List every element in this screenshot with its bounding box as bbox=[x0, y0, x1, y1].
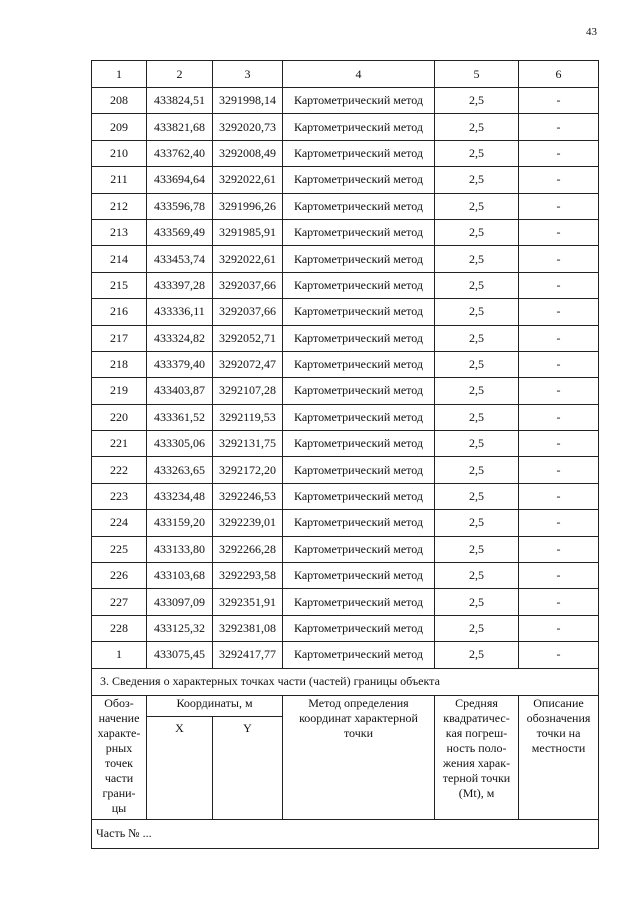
table-row bbox=[92, 404, 599, 430]
method-header-line: точки bbox=[343, 725, 374, 740]
method-cell: Картометрический метод bbox=[283, 167, 435, 193]
description-cell: - bbox=[519, 140, 599, 166]
designation-header bbox=[92, 695, 147, 819]
accuracy-cell: 2,5 bbox=[435, 246, 519, 272]
accuracy-cell: 2,5 bbox=[435, 536, 519, 562]
column-number: 3 bbox=[213, 61, 283, 88]
x-coordinate-cell: 433133,80 bbox=[147, 536, 213, 562]
method-cell: Картометрический метод bbox=[283, 325, 435, 351]
designation-header-line: начение bbox=[98, 710, 140, 725]
description-cell: - bbox=[519, 378, 599, 404]
description-cell: - bbox=[519, 431, 599, 457]
column-number: 6 bbox=[519, 61, 599, 88]
x-coordinate-cell: 433824,51 bbox=[147, 88, 213, 114]
table-row bbox=[92, 88, 599, 114]
description-cell: - bbox=[519, 404, 599, 430]
point-number-cell: 215 bbox=[92, 272, 147, 298]
accuracy-cell: 2,5 bbox=[435, 457, 519, 483]
method-cell: Картометрический метод bbox=[283, 299, 435, 325]
x-coordinate-cell: 433097,09 bbox=[147, 589, 213, 615]
accuracy-cell: 2,5 bbox=[435, 272, 519, 298]
y-coordinate-cell: 3292052,71 bbox=[213, 325, 283, 351]
y-coordinate-cell: 3292020,73 bbox=[213, 114, 283, 140]
description-cell: - bbox=[519, 510, 599, 536]
method-cell: Картометрический метод bbox=[283, 351, 435, 377]
x-coordinate-cell: 433694,64 bbox=[147, 167, 213, 193]
table-row bbox=[92, 563, 599, 589]
coordinates-table bbox=[91, 60, 599, 849]
x-coordinate-cell: 433103,68 bbox=[147, 563, 213, 589]
point-number-cell: 212 bbox=[92, 193, 147, 219]
table-row bbox=[92, 325, 599, 351]
description-cell: - bbox=[519, 483, 599, 509]
method-cell: Картометрический метод bbox=[283, 642, 435, 668]
y-coordinate-cell: 3292022,61 bbox=[213, 167, 283, 193]
method-cell: Картометрический метод bbox=[283, 272, 435, 298]
table-row bbox=[92, 378, 599, 404]
y-coordinate-cell: 3291985,91 bbox=[213, 219, 283, 245]
x-coordinate-cell: 433234,48 bbox=[147, 483, 213, 509]
accuracy-cell: 2,5 bbox=[435, 140, 519, 166]
accuracy-cell: 2,5 bbox=[435, 589, 519, 615]
accuracy-header-line: кая погреш- bbox=[445, 725, 508, 740]
accuracy-cell: 2,5 bbox=[435, 219, 519, 245]
column-number: 1 bbox=[92, 61, 147, 88]
column-number: 5 bbox=[435, 61, 519, 88]
method-header bbox=[283, 695, 435, 819]
point-number-cell: 223 bbox=[92, 483, 147, 509]
table-row bbox=[92, 272, 599, 298]
column-number: 2 bbox=[147, 61, 213, 88]
accuracy-cell: 2,5 bbox=[435, 510, 519, 536]
designation-header-line: части bbox=[104, 770, 134, 785]
table-row bbox=[92, 351, 599, 377]
point-number-cell: 210 bbox=[92, 140, 147, 166]
description-cell: - bbox=[519, 88, 599, 114]
table-row bbox=[92, 483, 599, 509]
x-coordinate-cell: 433453,74 bbox=[147, 246, 213, 272]
table-row bbox=[92, 246, 599, 272]
method-cell: Картометрический метод bbox=[283, 510, 435, 536]
point-number-cell: 227 bbox=[92, 589, 147, 615]
accuracy-cell: 2,5 bbox=[435, 404, 519, 430]
x-coordinate-cell: 433324,82 bbox=[147, 325, 213, 351]
y-coordinate-cell: 3292037,66 bbox=[213, 299, 283, 325]
x-coordinate-cell: 433305,06 bbox=[147, 431, 213, 457]
accuracy-cell: 2,5 bbox=[435, 114, 519, 140]
method-cell: Картометрический метод bbox=[283, 140, 435, 166]
accuracy-cell: 2,5 bbox=[435, 167, 519, 193]
description-header-line: точки на bbox=[536, 725, 581, 740]
description-header-line: обозначения bbox=[526, 710, 591, 725]
point-number-cell: 225 bbox=[92, 536, 147, 562]
table-row bbox=[92, 431, 599, 457]
y-coordinate-cell: 3292381,08 bbox=[213, 615, 283, 641]
point-number-cell: 224 bbox=[92, 510, 147, 536]
point-number-cell: 211 bbox=[92, 167, 147, 193]
y-coordinate-cell: 3292417,77 bbox=[213, 642, 283, 668]
column-number-row bbox=[92, 61, 599, 88]
part-label: Часть № ... bbox=[92, 819, 599, 848]
y-coordinate-cell: 3291996,26 bbox=[213, 193, 283, 219]
table-row bbox=[92, 140, 599, 166]
designation-header-line: рных bbox=[105, 740, 133, 755]
y-coordinate-cell: 3292022,61 bbox=[213, 246, 283, 272]
point-number-cell: 209 bbox=[92, 114, 147, 140]
description-header bbox=[519, 695, 599, 819]
point-number-cell: 213 bbox=[92, 219, 147, 245]
section-title: 3. Сведения о характерных точках части (частей) границы объекта bbox=[92, 668, 599, 695]
description-cell: - bbox=[519, 167, 599, 193]
accuracy-cell: 2,5 bbox=[435, 88, 519, 114]
description-cell: - bbox=[519, 457, 599, 483]
method-cell: Картометрический метод bbox=[283, 246, 435, 272]
y-coordinate-cell: 3292172,20 bbox=[213, 457, 283, 483]
accuracy-cell: 2,5 bbox=[435, 615, 519, 641]
table-row bbox=[92, 219, 599, 245]
x-coordinate-cell: 433159,20 bbox=[147, 510, 213, 536]
method-cell: Картометрический метод bbox=[283, 563, 435, 589]
y-coordinate-cell: 3292239,01 bbox=[213, 510, 283, 536]
x-header: X bbox=[147, 716, 213, 819]
accuracy-cell: 2,5 bbox=[435, 483, 519, 509]
x-coordinate-cell: 433397,28 bbox=[147, 272, 213, 298]
table-row bbox=[92, 457, 599, 483]
description-cell: - bbox=[519, 589, 599, 615]
y-coordinate-cell: 3292119,53 bbox=[213, 404, 283, 430]
description-header-line: Описание bbox=[533, 695, 584, 710]
method-cell: Картометрический метод bbox=[283, 615, 435, 641]
x-coordinate-cell: 433075,45 bbox=[147, 642, 213, 668]
table-row bbox=[92, 615, 599, 641]
method-header-line: координат характерной bbox=[299, 710, 418, 725]
method-cell: Картометрический метод bbox=[283, 589, 435, 615]
y-coordinate-cell: 3292008,49 bbox=[213, 140, 283, 166]
designation-header-line: грани- bbox=[102, 785, 136, 800]
method-cell: Картометрический метод bbox=[283, 404, 435, 430]
description-cell: - bbox=[519, 193, 599, 219]
point-number-cell: 220 bbox=[92, 404, 147, 430]
y-coordinate-cell: 3292107,28 bbox=[213, 378, 283, 404]
y-coordinate-cell: 3292266,28 bbox=[213, 536, 283, 562]
y-coordinate-cell: 3292351,91 bbox=[213, 589, 283, 615]
table-row bbox=[92, 193, 599, 219]
method-cell: Картометрический метод bbox=[283, 88, 435, 114]
y-coordinate-cell: 3292072,47 bbox=[213, 351, 283, 377]
designation-header-line: Обоз- bbox=[104, 695, 134, 710]
table-row bbox=[92, 114, 599, 140]
x-coordinate-cell: 433762,40 bbox=[147, 140, 213, 166]
accuracy-cell: 2,5 bbox=[435, 431, 519, 457]
y-coordinate-cell: 3292246,53 bbox=[213, 483, 283, 509]
description-cell: - bbox=[519, 563, 599, 589]
point-number-cell: 222 bbox=[92, 457, 147, 483]
table-row bbox=[92, 299, 599, 325]
x-coordinate-cell: 433403,87 bbox=[147, 378, 213, 404]
method-cell: Картометрический метод bbox=[283, 219, 435, 245]
point-number-cell: 216 bbox=[92, 299, 147, 325]
table-row bbox=[92, 510, 599, 536]
y-coordinate-cell: 3292037,66 bbox=[213, 272, 283, 298]
part-row bbox=[92, 819, 599, 848]
description-cell: - bbox=[519, 246, 599, 272]
method-cell: Картометрический метод bbox=[283, 378, 435, 404]
method-cell: Картометрический метод bbox=[283, 536, 435, 562]
point-number-cell: 218 bbox=[92, 351, 147, 377]
description-cell: - bbox=[519, 299, 599, 325]
method-header-line: Метод определения bbox=[308, 695, 409, 710]
table-row bbox=[92, 167, 599, 193]
point-number-cell: 1 bbox=[92, 642, 147, 668]
description-cell: - bbox=[519, 272, 599, 298]
designation-header-line: характе- bbox=[97, 725, 141, 740]
x-coordinate-cell: 433569,49 bbox=[147, 219, 213, 245]
description-cell: - bbox=[519, 114, 599, 140]
x-coordinate-cell: 433379,40 bbox=[147, 351, 213, 377]
table-row bbox=[92, 589, 599, 615]
point-number-cell: 219 bbox=[92, 378, 147, 404]
accuracy-header-line: жения харак- bbox=[442, 755, 511, 770]
designation-header-line: цы bbox=[111, 800, 127, 815]
method-cell: Картометрический метод bbox=[283, 114, 435, 140]
x-coordinate-cell: 433263,65 bbox=[147, 457, 213, 483]
accuracy-cell: 2,5 bbox=[435, 563, 519, 589]
method-cell: Картометрический метод bbox=[283, 431, 435, 457]
y-coordinate-cell: 3292293,58 bbox=[213, 563, 283, 589]
column-number: 4 bbox=[283, 61, 435, 88]
accuracy-header-line: Средняя bbox=[455, 695, 498, 710]
accuracy-cell: 2,5 bbox=[435, 299, 519, 325]
point-number-cell: 217 bbox=[92, 325, 147, 351]
page-number: 43 bbox=[586, 26, 597, 38]
x-coordinate-cell: 433821,68 bbox=[147, 114, 213, 140]
point-number-cell: 221 bbox=[92, 431, 147, 457]
section3-header-row bbox=[92, 695, 599, 716]
method-cell: Картометрический метод bbox=[283, 457, 435, 483]
section-title-row bbox=[92, 668, 599, 695]
description-cell: - bbox=[519, 351, 599, 377]
method-cell: Картометрический метод bbox=[283, 193, 435, 219]
table-row bbox=[92, 642, 599, 668]
description-cell: - bbox=[519, 325, 599, 351]
point-number-cell: 208 bbox=[92, 88, 147, 114]
y-coordinate-cell: 3292131,75 bbox=[213, 431, 283, 457]
x-coordinate-cell: 433361,52 bbox=[147, 404, 213, 430]
description-cell: - bbox=[519, 219, 599, 245]
coordinates-header: Координаты, м bbox=[147, 695, 283, 716]
point-number-cell: 226 bbox=[92, 563, 147, 589]
description-header-line: местности bbox=[531, 740, 586, 755]
point-number-cell: 214 bbox=[92, 246, 147, 272]
x-coordinate-cell: 433596,78 bbox=[147, 193, 213, 219]
method-cell: Картометрический метод bbox=[283, 483, 435, 509]
y-header: Y bbox=[213, 716, 283, 819]
accuracy-cell: 2,5 bbox=[435, 642, 519, 668]
accuracy-header-line: квадратичес- bbox=[443, 710, 510, 725]
accuracy-cell: 2,5 bbox=[435, 351, 519, 377]
accuracy-header bbox=[435, 695, 519, 819]
x-coordinate-cell: 433336,11 bbox=[147, 299, 213, 325]
description-cell: - bbox=[519, 536, 599, 562]
accuracy-cell: 2,5 bbox=[435, 325, 519, 351]
accuracy-header-line: ность поло- bbox=[446, 740, 507, 755]
x-coordinate-cell: 433125,32 bbox=[147, 615, 213, 641]
description-cell: - bbox=[519, 615, 599, 641]
accuracy-cell: 2,5 bbox=[435, 193, 519, 219]
accuracy-header-line: терной точки bbox=[442, 770, 511, 785]
designation-header-line: точек bbox=[105, 755, 133, 770]
accuracy-header-line: (Mt), м bbox=[458, 785, 495, 800]
point-number-cell: 228 bbox=[92, 615, 147, 641]
table-row bbox=[92, 536, 599, 562]
y-coordinate-cell: 3291998,14 bbox=[213, 88, 283, 114]
accuracy-cell: 2,5 bbox=[435, 378, 519, 404]
description-cell: - bbox=[519, 642, 599, 668]
